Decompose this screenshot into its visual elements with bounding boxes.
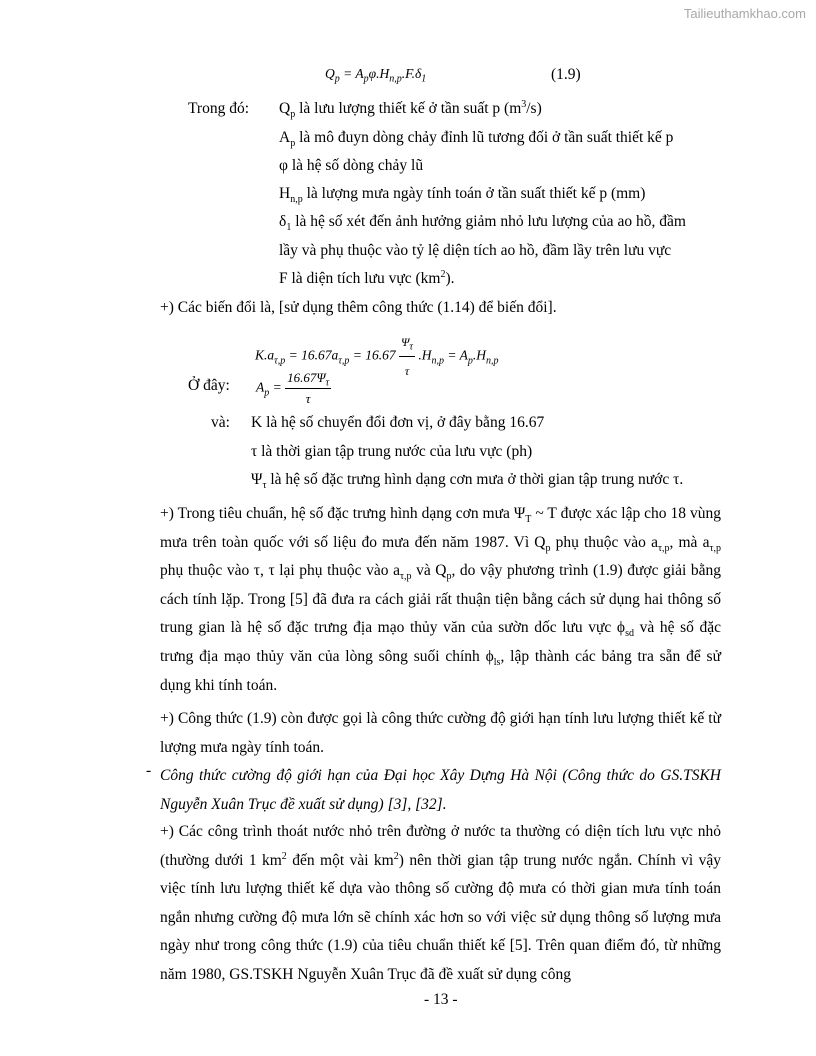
def-f: F là diện tích lưu vực $(km^2)$.: [279, 268, 455, 287]
o-day-label: Ở đây:: [188, 377, 230, 394]
def-ap: $A_p$ là mô đuyn dòng chảy đỉnh lũ tương đối ở tần suất thiết kế p: [279, 129, 674, 150]
ap-definition: $A_p$ = $\frac{16.67\Psi_\tau}{\tau}$: [256, 370, 330, 406]
equation-label: (1.9): [551, 66, 581, 83]
transform-equation: $K.a_{\tau,p} = 16.67a_{\tau,p} = 16.67$ $\frac{\Psi_\tau}{\tau}$ $.H_{n,p} = A_p.H_{n,p}$: [255, 328, 498, 385]
def-tau: τ là thời gian tập trung nước của lưu vực (ph): [251, 443, 533, 460]
bullet-dash: -: [146, 762, 152, 779]
paragraph-cong-trinh: +) Các công trình thoát nước nhỏ trên đường ở nước ta thường có diện tích lưu vực nhỏ (thường dưới 1 $km^2$ đến một vài $km^2$) nên thời gian tập trung nước ngắn. Chính vì vậy việc tính lưu lượng thiết kế dựa vào thông số cường độ mưa có thời gian mưa tính toán ngắn nhưng cường độ mưa lớn sẽ chính xác hơn so với việc sử dụng thông số lượng mưa ngày như trong công thức (1.9) của tiêu chuẩn thiết kế [5]. Trên quan điểm đó, từ những năm 1980, GS.TSKH Nguyễn Xuân Trục đã đề xuất sử dụng công: [160, 823, 721, 983]
paragraph-cong-thuc-19: +) Công thức (1.9) còn được gọi là công thức cường độ giới hạn tính lưu lượng thiết kế từ lượng mưa ngày tính toán.: [160, 710, 721, 756]
def-delta-cont: lầy và phụ thuộc vào tỷ lệ diện tích ao hồ, đầm lầy trên lưu vực: [279, 242, 672, 259]
def-hnp: $H_{n,p}$ là lượng mưa ngày tính toán ở tần suất thiết kế p (mm): [279, 185, 646, 206]
def-k: K là hệ số chuyển đổi đơn vị, ở đây bằng 16.67: [251, 414, 545, 431]
def-delta: $\delta_1$ là hệ số xét đến ảnh hưởng giảm nhỏ lưu lượng của ao hồ, đầm: [279, 213, 686, 234]
def-phi: φ là hệ số dòng chảy lũ: [279, 157, 424, 174]
bullet-cong-thuc-dhxd: Công thức cường độ giới hạn của Đại học Xây Dựng Hà Nội (Công thức do GS.TSKH Nguyễn Xuân Trục đề xuất sử dụng) [3], [32].: [160, 767, 721, 813]
va-heading: và:: [211, 414, 230, 431]
equation-1-9: $Q_p = A_p\varphi.H_{n,p}.F.\delta_1$: [325, 66, 427, 85]
watermark: Tailieuthamkhao.com: [683, 6, 806, 21]
def-psi: $\Psi_\tau$ là hệ số đặc trưng hình dạng cơn mưa ở thời gian tập trung nước τ.: [251, 471, 684, 492]
page-number: - 13 -: [424, 991, 458, 1008]
trong-do-heading: Trong đó:: [188, 100, 250, 117]
bien-doi-line: +) Các biến đổi là, [sử dụng thêm công thức (1.14) để biến đổi].: [160, 299, 557, 316]
def-qp: $Q_p$ là lưu lượng thiết kế ở tần suất p $(m^3/s)$: [279, 98, 542, 121]
paragraph-tieu-chuan: +) Trong tiêu chuẩn, hệ số đặc trưng hình dạng cơn mưa $\Psi_T$ ~ T được xác lập cho 18 vùng mưa trên toàn quốc với số liệu đo mưa đến năm 1987. Vì $Q_p$ phụ thuộc vào $a_{\tau,p}$, mà $a_{\tau,p}$ phụ thuộc vào τ, τ lại phụ thuộc vào $a_{\tau,p}$ và $Q_p$, do vậy phương trình (1.9) được giải bằng cách tính lặp. Trong [5] đã đưa ra cách giải rất thuận tiện bằng cách sử dụng hai thông số trung gian là hệ số đặc trưng địa mạo thủy văn của sườn dốc lưu vực $\phi_{sd}$ và hệ số đặc trưng địa mạo thủy văn của lòng sông suối chính $\phi_{ls}$, lập thành các bảng tra sẵn để sử dụng khi tính toán.: [160, 505, 721, 694]
